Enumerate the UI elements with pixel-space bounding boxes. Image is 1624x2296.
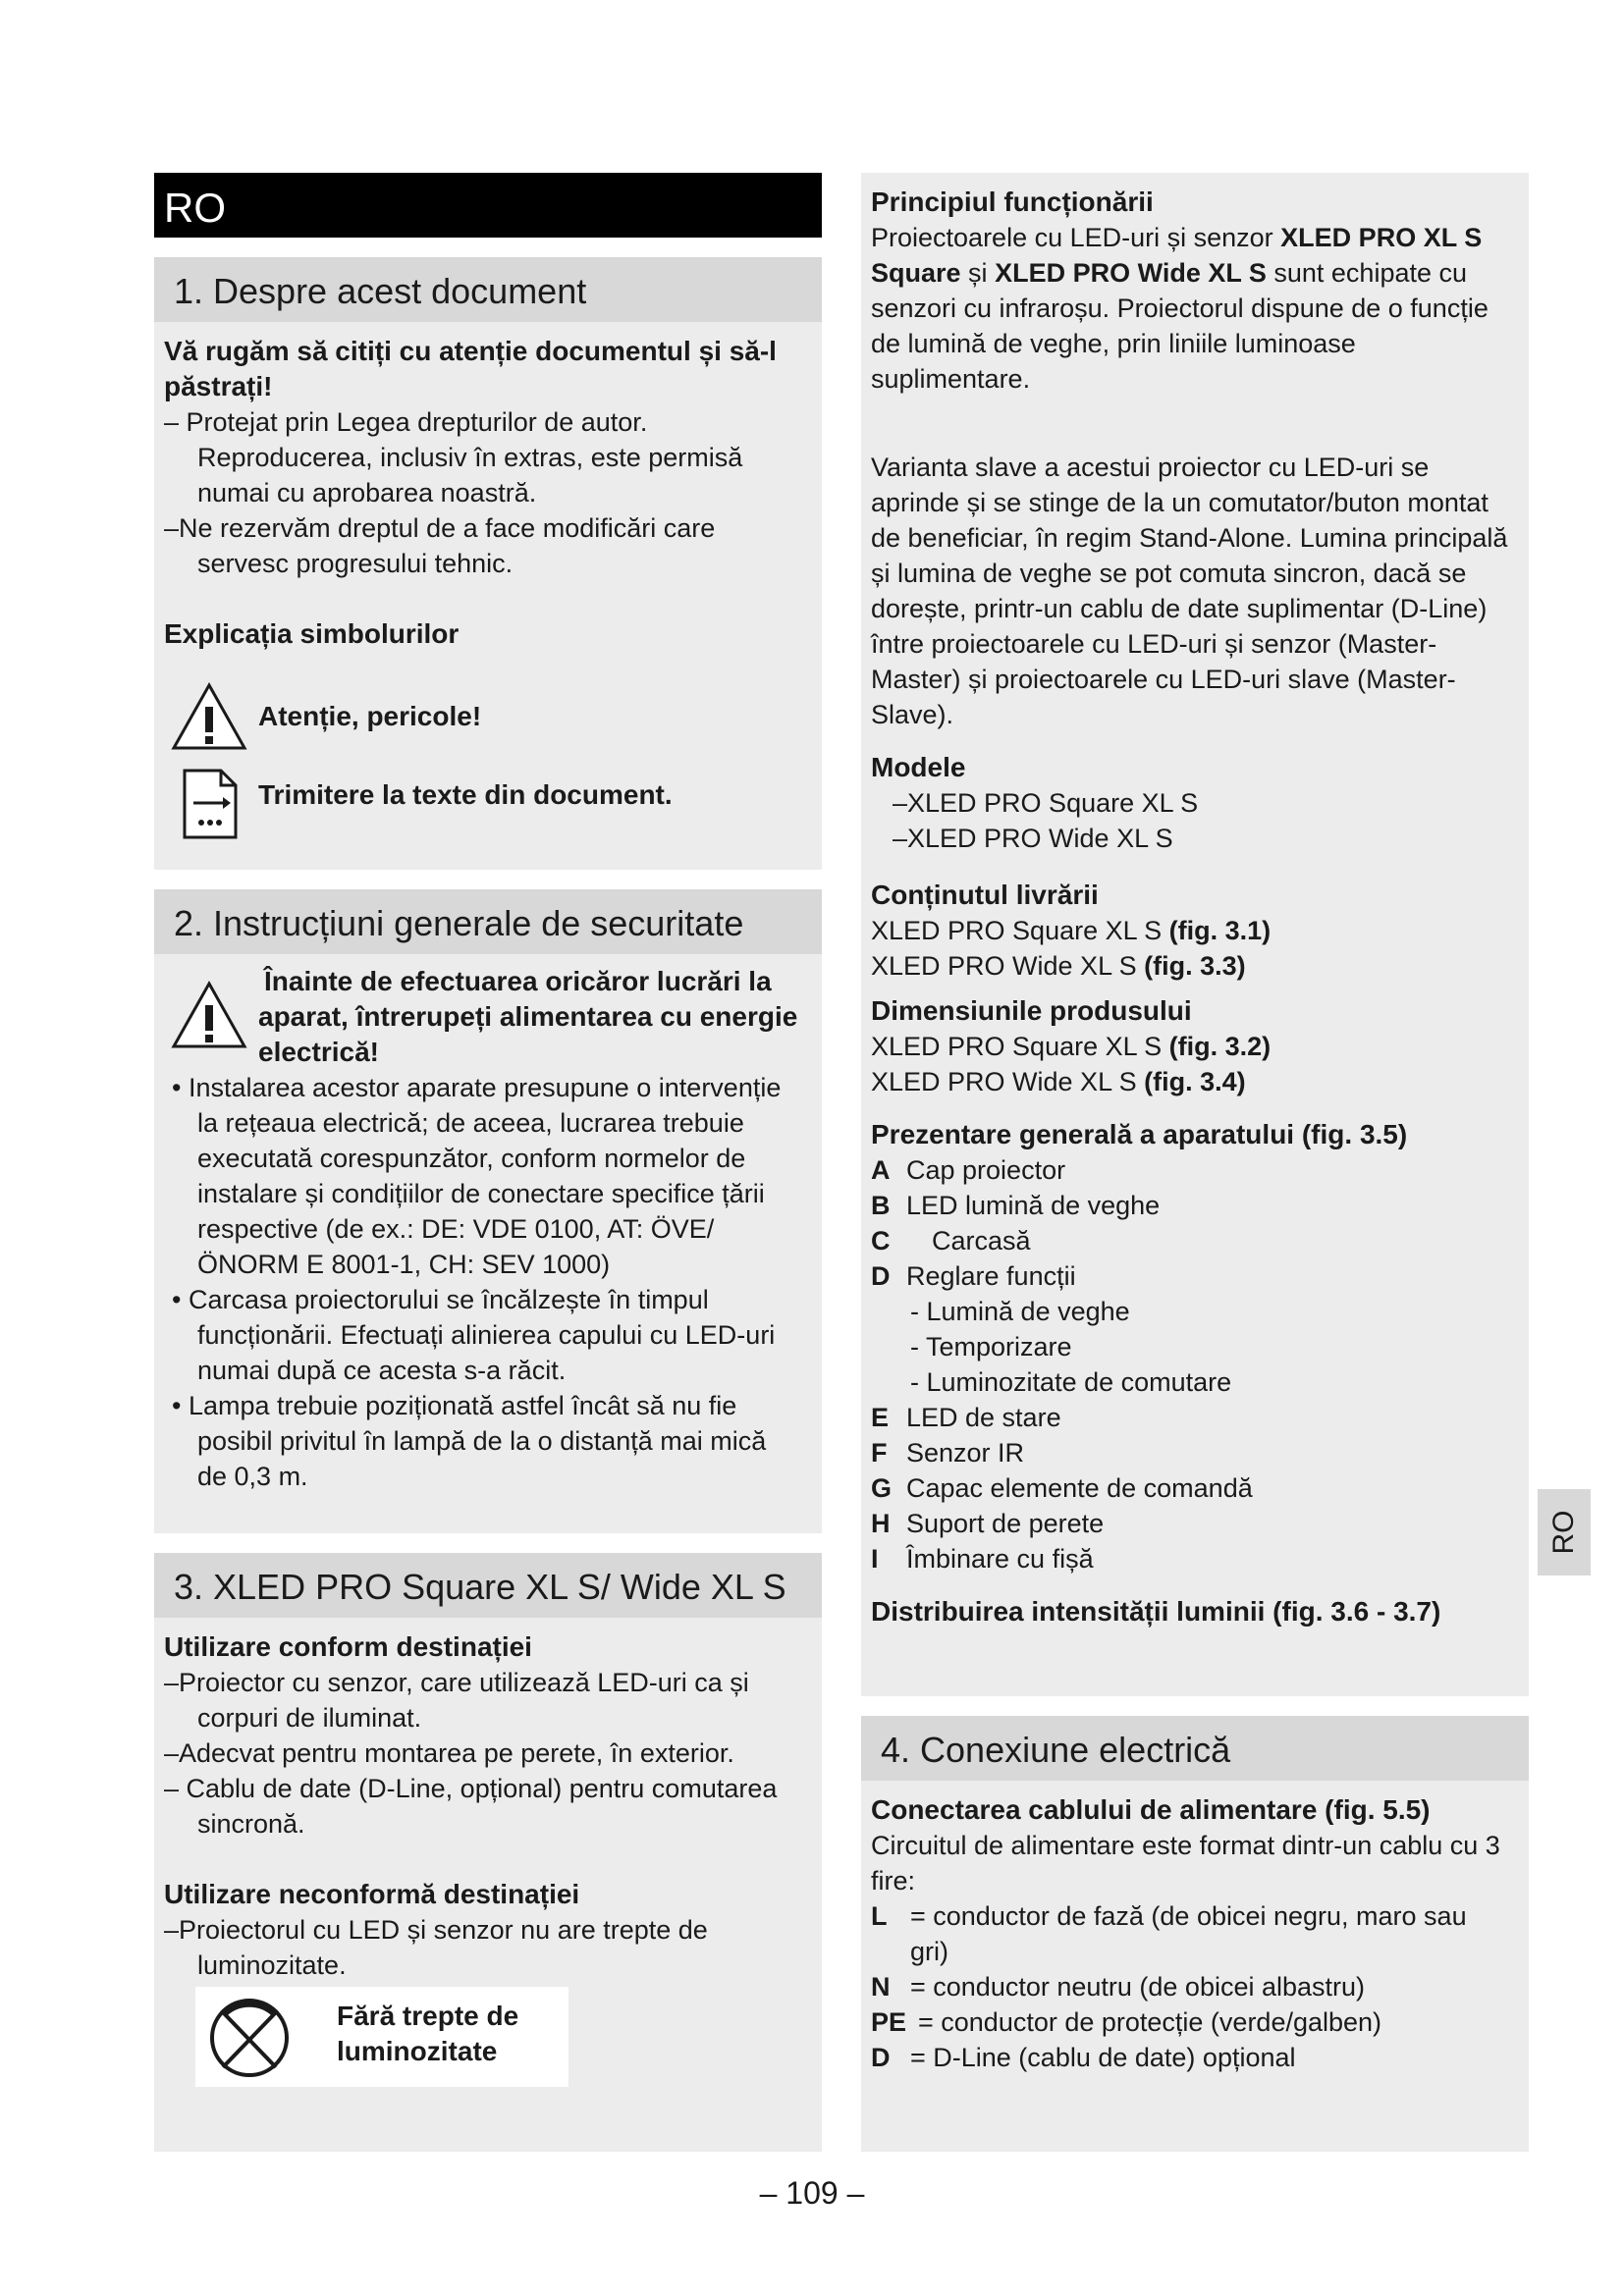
section-safety [154, 889, 822, 1533]
no-dimming-label: Fără trepte de luminozitate [337, 2001, 519, 2066]
overview-item: C Carcasă [871, 1226, 1031, 1255]
model-item: –XLED PRO Wide XL S [893, 824, 1173, 853]
page-number: – 109 – [759, 2175, 865, 2211]
dimensions-item: XLED PRO Square XL S (fig. 3.2) [871, 1032, 1272, 1061]
safety-bullet: • Lampa trebuie poziționată astfel încât să nu fie posibil privitul în lampă de la o distanță mai mică de 0,3 m. [172, 1391, 767, 1491]
distribution-heading: Distribuirea intensității luminii (fig. 3.6 - 3.7) [871, 1596, 1441, 1627]
language-banner: RO [154, 173, 822, 238]
delivery-item: XLED PRO Square XL S (fig. 3.1) [871, 916, 1272, 945]
section-1-item: – Protejat prin Legea drepturilor de autor. Reproducerea, inclusiv în extras, este permisă numai cu aprobarea noastră. [164, 407, 743, 507]
dimensions-item: XLED PRO Wide XL S (fig. 3.4) [871, 1067, 1246, 1096]
language-side-tab [1538, 1489, 1591, 1575]
misuse-item: –Proiectorul cu LED și senzor nu are trepte de luminozitate. [164, 1915, 708, 1980]
section-about-document [154, 257, 822, 870]
wire-item: N = conductor neutru (de obicei albastru) [871, 1972, 1366, 2002]
section-3-title: 3. XLED PRO Square XL S/ Wide XL S [154, 1553, 822, 1618]
model-item: –XLED PRO Square XL S [893, 788, 1199, 818]
warning-triangle-icon [170, 980, 248, 1050]
safety-warning: Înainte de efectuarea oricăror lucrări la aparat, întrerupeți alimentarea cu energie electrică! [258, 966, 798, 1067]
no-dimming-panel [195, 1987, 568, 2087]
overview-item: F Senzor IR [871, 1438, 1025, 1468]
principle-text-slave: Varianta slave a acestui proiector cu LED-uri se aprinde și se stinge de la un comutator/buton montat de beneficiar, în regim Stand-Alone. Lumina principală și lumina de veghe se pot comuta sincron, dacă se dorește, printr-un cablu de date suplimentar (D-Line) între proiectoarele cu LED-uri și senzor (Master-Master) și proiectoarele cu LED-uri slave (Master-Slave). [871, 453, 1508, 729]
delivery-item: XLED PRO Wide XL S (fig. 3.3) [871, 951, 1246, 981]
misuse-heading: Utilizare neconformă destinației [164, 1879, 580, 1909]
wire-item: L = conductor de fază (de obicei negru, maro sau gri) [871, 1901, 1467, 1966]
safety-bullets [164, 1070, 802, 1494]
safety-bullet: • Instalarea acestor aparate presupune o intervenție la rețeaua electrică; de aceea, lucrarea trebuie executată corespunzător, conform normelor de instalare și condițiilor de conectare specifice țării respective (de ex.: DE: VDE 0100, AT: ÖVE/ ÖNORM E 8001-1, CH: SEV 1000) [172, 1073, 782, 1279]
section-4-body [871, 1792, 1509, 2075]
language-side-tab-label: RO [1547, 1510, 1580, 1555]
product-details-body [871, 185, 1509, 1629]
overview-heading: Prezentare generală a aparatului (fig. 3.5) [871, 1119, 1408, 1149]
delivery-heading: Conținutul livrării [871, 880, 1099, 910]
section-electrical-connection [861, 1716, 1529, 2152]
use-item: –Proiector cu senzor, care utilizează LED-uri ca și corpuri de iluminat. [164, 1668, 749, 1733]
section-1-title: 1. Despre acest document [154, 257, 822, 322]
wire-item: PE = conductor de protecție (verde/galben) [871, 2007, 1382, 2037]
overview-item: - Lumină de veghe [910, 1297, 1130, 1326]
section-4-title: 4. Conexiune electrică [861, 1716, 1529, 1781]
overview-item: G Capac elemente de comandă [871, 1473, 1253, 1503]
overview-item: H Suport de perete [871, 1509, 1105, 1538]
symbol-warning-label: Atenție, pericole! [258, 701, 482, 731]
use-item: –Adecvat pentru montarea pe perete, în exterior. [164, 1738, 734, 1768]
symbols-heading: Explicația simbolurilor [164, 618, 460, 649]
overview-item: D Reglare funcții [871, 1261, 1076, 1291]
wire-item: D = D-Line (cablu de date) opțional [871, 2043, 1296, 2072]
overview-item: - Luminozitate de comutare [910, 1367, 1232, 1397]
section-3-body [164, 1629, 802, 1983]
overview-item: I Îmbinare cu fișă [871, 1544, 1094, 1574]
section-product-usage [154, 1553, 822, 2152]
overview-item: E LED de stare [871, 1403, 1061, 1432]
use-heading: Utilizare conform destinației [164, 1631, 532, 1662]
models-heading: Modele [871, 752, 966, 782]
section-product-details [861, 173, 1529, 1696]
symbol-reference-label: Trimitere la texte din document. [258, 779, 673, 810]
principle-heading: Principiul funcționării [871, 187, 1154, 217]
principle-text: Proiectoarele cu LED-uri și senzor XLED PRO XL S Square și XLED PRO Wide XL S sunt echipate cu senzori cu infraroșu. Proiectorul dispune de o funcție de lumină de veghe, prin liniile luminoase suplimentare. [871, 223, 1489, 394]
section-2-title: 2. Instrucțiuni generale de securitate [154, 889, 822, 954]
overview-item: A Cap proiector [871, 1155, 1066, 1185]
warning-triangle-icon [170, 681, 248, 752]
section-1-intro: Vă rugăm să citiți cu atenție documentul și să-l păstrați! [164, 336, 777, 401]
use-item: – Cablu de date (D-Line, opțional) pentru comutarea sincronă. [164, 1774, 778, 1839]
overview-item: - Temporizare [910, 1332, 1072, 1362]
cable-text: Circuitul de alimentare este format dintr-un cablu cu 3 fire: [871, 1831, 1500, 1896]
cable-heading: Conectarea cablului de alimentare (fig. 5.5) [871, 1794, 1431, 1825]
section-1-item: –Ne rezervăm dreptul de a face modificări care servesc progresului tehnic. [164, 513, 716, 578]
safety-bullet: • Carcasa proiectorului se încălzește în timpul funcționării. Efectuați alinierea capului cu LED-uri numai după ce acesta s-a răcit. [172, 1285, 776, 1385]
no-dimming-icon [207, 1993, 292, 2081]
overview-list [871, 1152, 1509, 1576]
document-reference-icon [182, 768, 239, 840]
section-1-body [164, 334, 802, 652]
dimensions-heading: Dimensiunile produsului [871, 995, 1192, 1026]
overview-item: B LED lumină de veghe [871, 1191, 1161, 1220]
